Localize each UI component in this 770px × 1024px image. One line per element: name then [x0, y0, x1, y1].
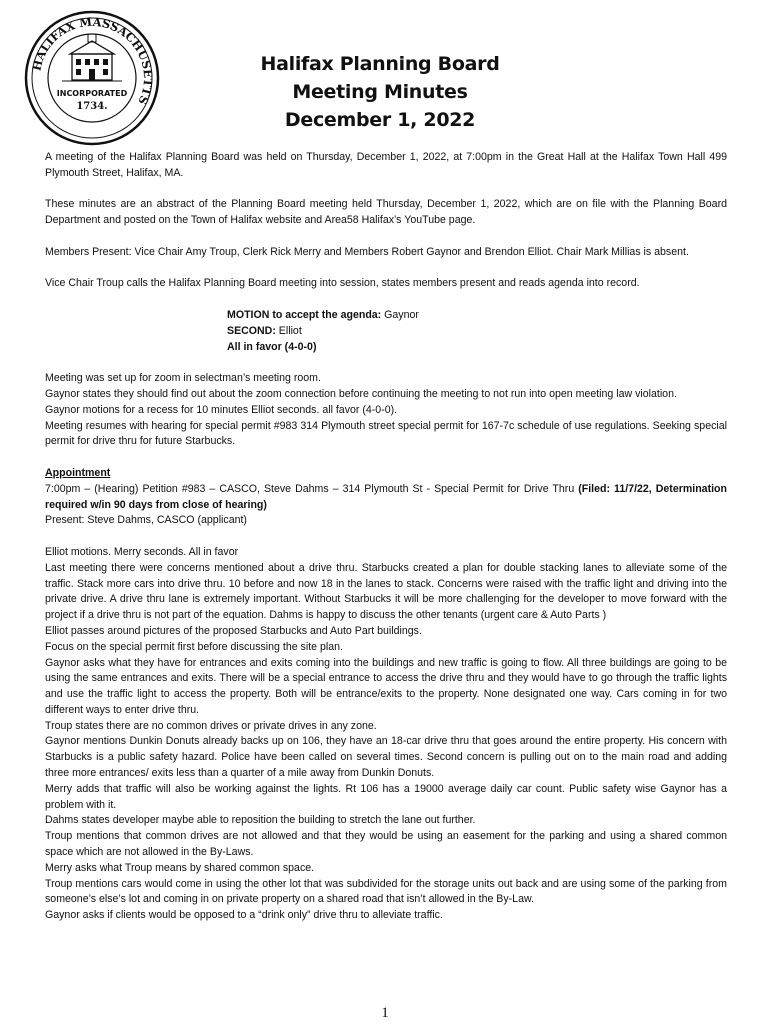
- discussion-notes: [45, 545, 727, 924]
- motion-by: Gaynor: [381, 308, 419, 321]
- document-title: [170, 50, 590, 134]
- zoom-line: Meeting was set up for zoom in selectman’s meeting room.: [45, 372, 321, 385]
- minutes-body: [45, 150, 727, 924]
- discussion-line: Merry adds that traffic will also be working against the lights. Rt 106 has a 19000 average daily car count. Public safety wise Gaynor has a problem with it.: [45, 782, 727, 811]
- discussion-line: Elliot passes around pictures of the proposed Starbucks and Auto Part buildings.: [45, 624, 422, 637]
- discussion-line: Gaynor asks what they have for entrances and exits coming into the buildings and new traffic is going to flow. All three buildings are going to be using the same entrances and exits. There will be a special entrance to access the drive thru and they would have to go through the traffic lights and use the traffic light to access the property. Both will be entrance/exits to the property. None designated one way. Cars coming in for two different ways to enter drive thru.: [45, 656, 727, 716]
- title-line-board: Halifax Planning Board: [260, 53, 500, 75]
- title-line-date: December 1, 2022: [284, 109, 476, 131]
- discussion-line: Merry asks what Troup means by shared common space.: [45, 861, 315, 874]
- appointment-present: Present: Steve Dahms, CASCO (applicant): [45, 514, 247, 527]
- appointment-section: [45, 466, 727, 529]
- appointment-filed: (Filed: 11/7/22, Determination required w/in 90 days from close of hearing): [45, 482, 727, 511]
- discussion-line: Last meeting there were concerns mentioned about a drive thru. Starbucks created a plan for double stacking lanes to alleviate some of the traffic. Stack more cars into drive thru. 10 before and now 18 in the lanes to stack. Concerns were raised with the traffic light and driving into the private drive. A drive thru lane is extremely important. Without Starbucks it will be more challenging for the developer to move forward with the project if a drive thru is not part of the equation. Dahms is happy to discuss the other tenants (urgent care & Auto Parts ): [45, 561, 727, 622]
- discussion-line: Elliot motions. Merry seconds. All in favor: [45, 545, 239, 558]
- svg-text:1734.: 1734.: [76, 101, 108, 112]
- motion-label: MOTION to accept the agenda:: [227, 308, 382, 321]
- members-present: Members Present: Vice Chair Amy Troup, Clerk Rick Merry and Members Robert Gaynor and Brendon Elliot. Chair Mark Millias is absent.: [45, 245, 689, 258]
- discussion-line: Troup mentions that common drives are not allowed and that they would be using an easement for the parking and using a shared common space which are not allowed in the By-Laws.: [45, 830, 727, 859]
- page-number: 1: [381, 1005, 389, 1021]
- appointment-heading: Appointment: [45, 466, 111, 479]
- discussion-line: Dahms states developer maybe able to reposition the building to stretch the lane out further.: [45, 814, 476, 827]
- svg-text:HALIFAX MASSACHUSETTS: HALIFAX MASSACHUSETTS: [29, 14, 156, 107]
- zoom-notes: [45, 371, 727, 450]
- discussion-line: Troup states there are no common drives or private drives in any zone.: [45, 719, 377, 732]
- zoom-line: Gaynor motions for a recess for 10 minutes Elliot seconds. all favor (4-0-0).: [45, 403, 398, 416]
- discussion-line: Focus on the special permit first before discussing the site plan.: [45, 640, 343, 653]
- zoom-line: Gaynor states they should find out about the zoom connection before continuing the meeting to not run into open meeting law violation.: [45, 387, 677, 400]
- agenda-motion: [227, 308, 727, 355]
- second-label: SECOND:: [227, 324, 276, 337]
- discussion-line: Gaynor mentions Dunkin Donuts already backs up on 106, they have an 18-car drive thru that goes around the entire property. His concern with Starbucks is a public safety hazard. Police have been called on several times. Second concern is pulling out on to the main road and adding three more entrances/ exits less than a quarter of a mile away from Dunkin Donuts.: [45, 735, 727, 780]
- intro-paragraph-location: A meeting of the Halifax Planning Board was held on Thursday, December 1, 2022, at 7:00pm in the Great Hall at the Halifax Town Hall 499 Plymouth Street, Halifax, MA.: [45, 151, 727, 179]
- intro-paragraph-abstract: These minutes are an abstract of the Planning Board meeting held Thursday, December 1, 2022, which are on file with the Planning Board Department and posted on the Town of Halifax website and Area58 Halifax’s YouTube page.: [45, 198, 727, 227]
- call-to-order: Vice Chair Troup calls the Halifax Planning Board meeting into session, states members present and reads agenda into record.: [45, 277, 640, 290]
- title-line-minutes: Meeting Minutes: [292, 81, 468, 103]
- vote-result: All in favor (4-0-0): [227, 340, 317, 353]
- svg-text:INCORPORATED: INCORPORATED: [56, 89, 128, 98]
- zoom-line: Meeting resumes with hearing for special permit #983 314 Plymouth street special permit for 167-7c schedule of use regulations. Seeking special permit for drive thru for future Starbucks.: [45, 419, 727, 448]
- discussion-line: Gaynor asks if clients would be opposed to a “drink only” drive thru to alleviate traffic.: [45, 909, 443, 922]
- appointment-item: 7:00pm – (Hearing) Petition #983 – CASCO, Steve Dahms – 314 Plymouth St - Special Permit for Drive Thru: [45, 482, 579, 495]
- discussion-line: Troup mentions cars would come in using the other lot that was subdivided for the storage units out back and are using some of the parking from someone’s else’s lot and coming in on private property on a shared road that isn’t allowed in the By-Law.: [45, 877, 727, 906]
- second-by: Elliot: [275, 324, 302, 337]
- town-seal-logo: [22, 8, 162, 148]
